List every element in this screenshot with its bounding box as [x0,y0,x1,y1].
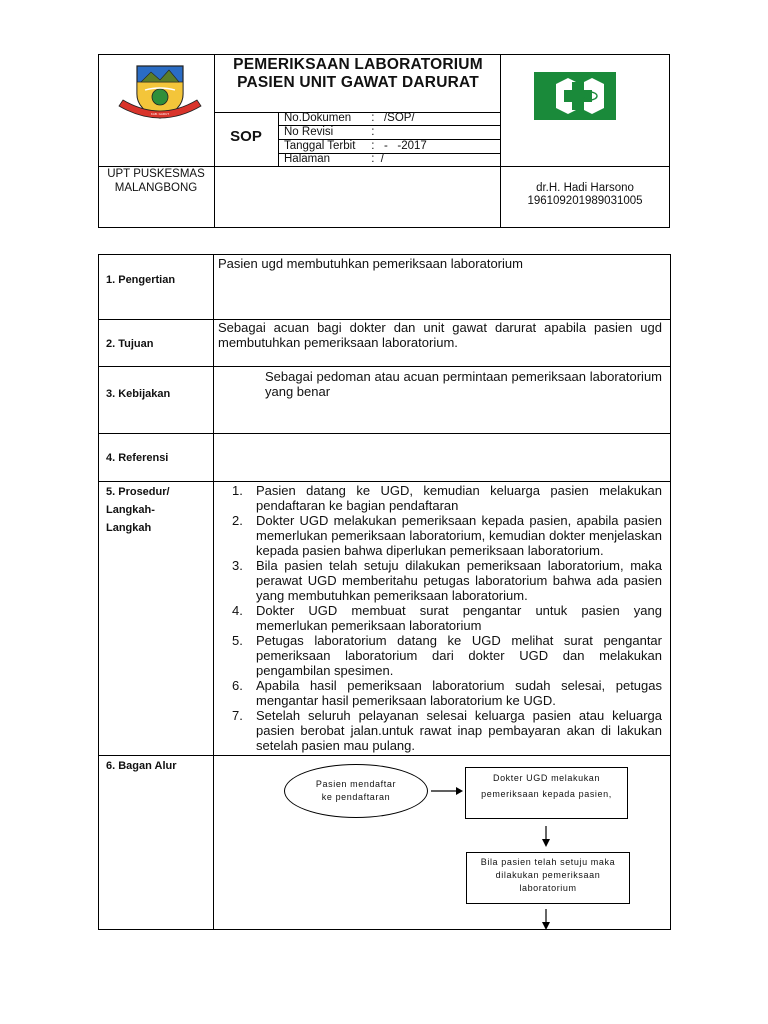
label-tujuan: 2. Tujuan [106,338,154,350]
flow-start-line2: ke pendaftaran [321,792,391,802]
flow-box2-line2: dilakukan pemeriksaan [495,870,601,880]
flow-box1-line1: Dokter UGD melakukan [492,773,601,783]
procedure-step [232,708,662,753]
step-text: Dokter UGD membuat surat pengantar untuk pasien yang memerlukan pemeriksaan laboratorium [256,603,662,633]
label-prosedur-line3: Langkah [106,522,152,534]
procedure-step [232,678,662,708]
meta-label: Halaman [284,153,331,165]
meta-row-no-revisi [284,125,496,140]
flow-box1-line2: pemeriksaan kepada pasien, [481,789,612,799]
label-prosedur-line1: 5. Prosedur/ [106,486,170,498]
pengertian-text: Pasien ugd membutuhkan pemeriksaan laboratorium [218,256,523,271]
meta-row-halaman [284,152,496,167]
meta-value: : /SOP/ [371,112,415,124]
procedure-step [232,603,662,633]
meta-label: No.Dokumen [284,112,352,124]
step-number: 4. [232,603,243,618]
procedure-step [232,483,662,513]
procedure-step [232,558,662,603]
tujuan-text: Sebagai acuan bagi dokter dan unit gawat darurat apabila pasien ugd membutuhkan pemeriksaan laboratorium. [218,320,662,350]
meta-label: Tanggal Terbit [284,140,356,152]
label-kebijakan: 3. Kebijakan [106,388,171,400]
flow-box-doctor-exam [465,767,628,819]
flow-box2-line3: laboratorium [519,883,577,893]
flow-box2-line1: Bila pasien telah setuju maka [480,857,616,867]
flow-arrow-right [430,784,464,796]
meta-value: : [371,126,375,138]
meta-value: : - -2017 [371,140,427,152]
flow-arrow-down [540,826,552,848]
step-number: 7. [232,708,243,723]
step-text: Pasien datang ke UGD, kemudian keluarga pasien melakukan pendaftaran ke bagian pendaftaran [256,483,662,513]
step-number: 2. [232,513,243,528]
logo-ribbon-text: KAB. GARUT [150,112,170,116]
step-number: 5. [232,633,243,648]
document-title: PEMERIKSAAN LABORATORIUM PASIEN UNIT GAWAT DARURAT [233,56,483,91]
label-prosedur [106,483,170,537]
step-text: Petugas laboratorium datang ke UGD melihat surat pengantar pemeriksaan laboratorium dari dokter UGD dan melakukan pengambilan spesimen. [256,633,662,678]
procedure-steps [232,483,662,753]
meta-row-no-dokumen [284,111,496,126]
step-text: Dokter UGD melakukan pemeriksaan kepada pasien, apabila pasien memerlukan pemeriksaan laboratorium, kemudian dokter menjelaskan kepada pasien bahwa diperlukan pemeriksaan laboratorium. [256,513,662,558]
step-text: Bila pasien telah setuju dilakukan pemeriksaan laboratorium, maka perawat UGD memberitahu petugas laboratorium bahwa ada pasien yang membutuhkan pemeriksaan laboratorium. [256,558,662,603]
org-name: UPT PUSKESMAS MALANGBONG [107,168,205,194]
regency-logo [115,60,205,128]
flow-start-line1: Pasien mendaftar [315,779,397,789]
label-prosedur-line2: Langkah- [106,504,155,516]
signatory-name: dr.H. Hadi Harsono [536,182,634,194]
flow-start-ellipse [284,764,428,818]
sop-label: SOP [230,128,262,145]
label-bagan-alur: 6. Bagan Alur [106,760,177,772]
step-number: 3. [232,558,243,573]
step-number: 1. [232,483,243,498]
step-number: 6. [232,678,243,693]
flow-box-lab-consent [466,852,630,904]
procedure-step [232,633,662,678]
meta-label: No Revisi [284,126,334,138]
flow-arrow-down [540,909,552,931]
step-text: Setelah seluruh pelayanan selesai keluarga pasien atau keluarga pasien berobat jalan.untuk rawat inap pembayaran akan di lakukan setelah pasien mau pulang. [256,708,662,753]
signatory-nip: 196109201989031005 [527,195,643,207]
label-pengertian: 1. Pengertian [106,274,176,286]
kebijakan-text: Sebagai pedoman atau acuan permintaan pemeriksaan laboratorium yang benar [265,369,662,399]
label-referensi: 4. Referensi [106,452,169,464]
step-text: Apabila hasil pemeriksaan laboratorium sudah selesai, petugas mengantar hasil pemeriksaan laboratorium ke UGD. [256,678,662,708]
puskesmas-logo [530,68,620,124]
meta-value: : / [371,153,384,165]
procedure-step [232,513,662,558]
